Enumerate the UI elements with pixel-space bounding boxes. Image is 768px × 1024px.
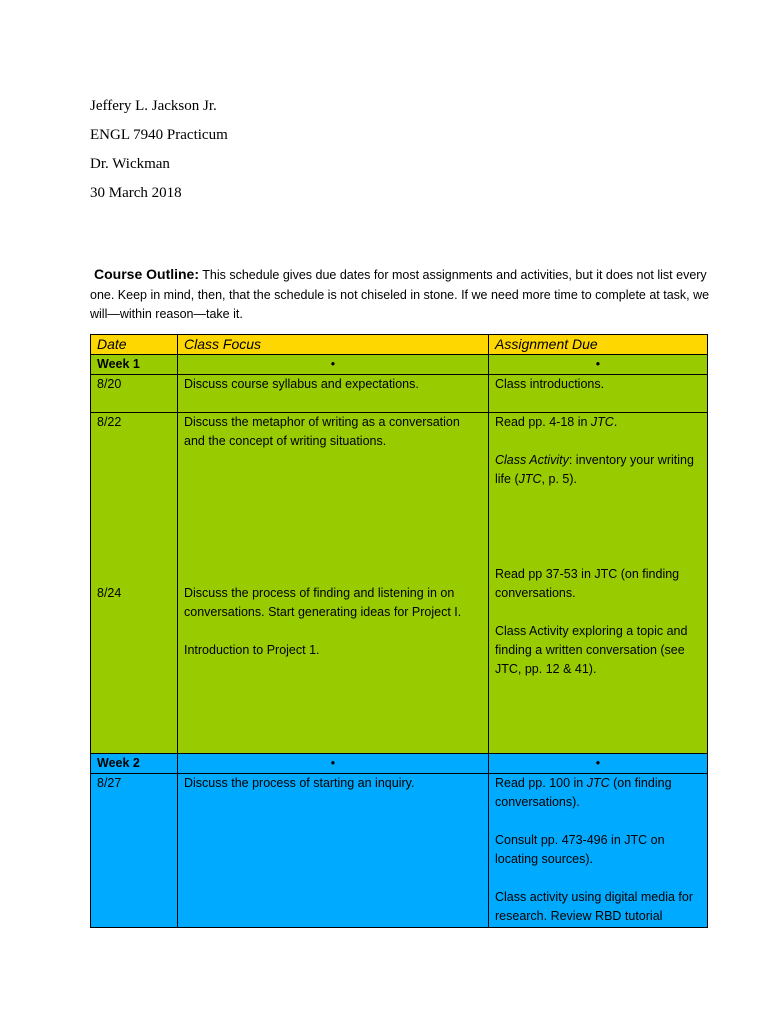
instructor-name: Dr. Wickman — [90, 156, 170, 172]
due-827: Read pp. 100 in JTC (on finding conversations). — [495, 776, 672, 809]
class-activity-822: Class Activity: inventory your writing life (JTC, p. 5). — [495, 453, 694, 486]
table-header-row — [91, 335, 708, 355]
row-assignment-due — [489, 774, 708, 928]
row-date: 8/20 — [91, 375, 178, 413]
class-activity-827: Class activity using digital media for research. Review RBD tutorial — [495, 890, 693, 923]
row-date-822: 8/22 — [97, 415, 122, 429]
row-assignment-due: Class introductions. — [489, 375, 708, 413]
column-header-class-focus: Class Focus — [178, 335, 489, 355]
week-2-due-bullet: • — [489, 754, 708, 774]
row-dates — [91, 413, 178, 754]
table-row — [91, 375, 708, 413]
week-1-row — [91, 355, 708, 375]
week-1-due-bullet: • — [489, 355, 708, 375]
course-name: ENGL 7940 Practicum — [90, 127, 228, 143]
focus-822: Discuss the metaphor of writing as a conversation and the concept of writing situations. — [184, 415, 460, 448]
focus-824: Discuss the process of finding and listening in on conversations. Start generating ideas for Project I. — [184, 586, 462, 619]
schedule-table — [90, 334, 708, 928]
row-assignment-due — [489, 413, 708, 754]
table-row — [91, 774, 708, 928]
due-827-sources: Consult pp. 473-496 in JTC on locating sources). — [495, 833, 665, 866]
header-block — [90, 92, 228, 208]
week-2-focus-bullet: • — [178, 754, 489, 774]
course-outline-label: Course Outline: — [94, 266, 200, 282]
course-outline-intro — [90, 265, 710, 325]
author-name: Jeffery L. Jackson Jr. — [90, 98, 217, 114]
week-1-label: Week 1 — [91, 355, 178, 375]
week-2-label: Week 2 — [91, 754, 178, 774]
focus-project-intro: Introduction to Project 1. — [184, 643, 320, 657]
column-header-assignment-due: Assignment Due — [489, 335, 708, 355]
row-class-focus: Discuss course syllabus and expectations. — [178, 375, 489, 413]
table-row — [91, 413, 708, 754]
due-824: Read pp 37-53 in JTC (on finding conversations. — [495, 567, 680, 600]
row-class-focus: Discuss the process of starting an inquiry. — [178, 774, 489, 928]
class-activity-824: Class Activity exploring a topic and finding a written conversation (see JTC, pp. 12 & 41). — [495, 624, 688, 676]
document-date: 30 March 2018 — [90, 185, 182, 201]
row-date-824: 8/24 — [97, 586, 122, 600]
week-1-focus-bullet: • — [178, 355, 489, 375]
week-2-row — [91, 754, 708, 774]
due-822: Read pp. 4-18 in JTC. — [495, 415, 618, 429]
row-class-focus — [178, 413, 489, 754]
row-date: 8/27 — [91, 774, 178, 928]
column-header-date: Date — [91, 335, 178, 355]
course-outline-text: This schedule gives due dates for most assignments and activities, but it does not list every one. Keep in mind, then, that the schedule is not chiseled in stone. If we need more time to complete at task, we will—within reason—take it. — [90, 268, 710, 321]
